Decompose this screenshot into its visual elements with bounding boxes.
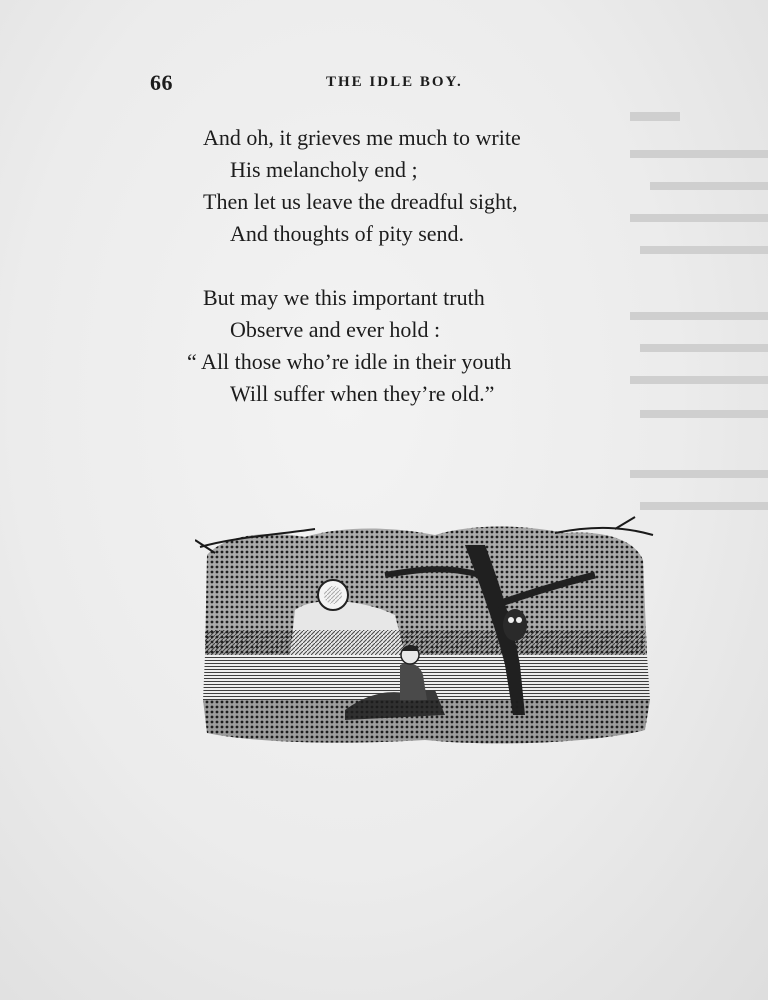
stanza-1 — [203, 122, 521, 250]
verse-line: “ All those who’re idle in their youth — [187, 349, 512, 374]
verse-line: But may we this important truth — [203, 285, 485, 310]
running-head: THE IDLE BOY. — [326, 74, 463, 90]
verse-line: And thoughts of pity send. — [230, 221, 465, 246]
verse-line: Will suffer when they’re old.” — [230, 381, 495, 406]
verse-line: His melancholy end ; — [230, 157, 418, 182]
stanza-2 — [187, 282, 512, 410]
woodcut-illustration — [195, 515, 655, 750]
verse-line: And oh, it grieves me much to write — [203, 125, 521, 150]
page-number: 66 — [150, 70, 173, 95]
verse-line: Then let us leave the dreadful sight, — [203, 189, 518, 214]
verse-line: Observe and ever hold : — [230, 317, 441, 342]
